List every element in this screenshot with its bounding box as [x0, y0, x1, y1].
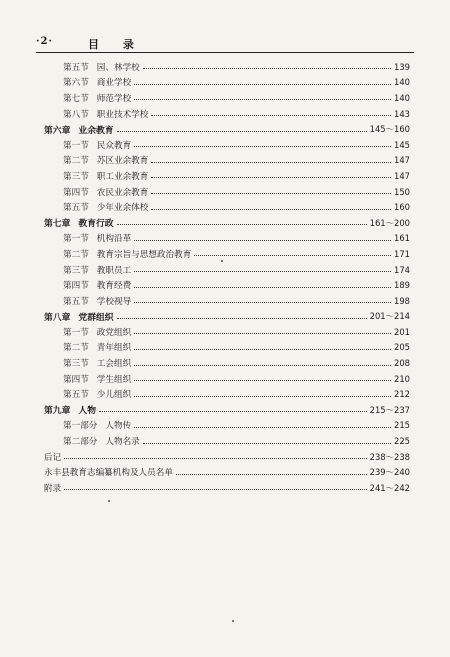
- toc-section-row: [44, 262, 410, 278]
- toc-entry-title: 青年组织: [96, 343, 132, 354]
- toc-entry-title: 商业学校: [96, 78, 132, 89]
- toc-entry-pages: 189: [394, 280, 410, 291]
- toc-appendix-row: [44, 449, 410, 465]
- toc-entry-pages: 225: [394, 436, 410, 447]
- dot-leader: [134, 271, 391, 272]
- dot-leader: [151, 115, 391, 116]
- toc-entry-pages: 198: [394, 295, 410, 306]
- toc-entry-number: 第二部分: [63, 437, 98, 448]
- toc-entry-number: 第六章: [44, 125, 71, 136]
- toc-chapter-row: [44, 121, 410, 137]
- toc-entry-number: 第五节: [63, 203, 89, 214]
- toc-section-row: [44, 246, 410, 262]
- toc-section-row: [44, 433, 410, 449]
- toc-section-row: [44, 386, 410, 402]
- toc-entry-number: 第八章: [44, 312, 71, 323]
- dot-leader: [194, 255, 391, 256]
- toc-entry-pages: 210: [394, 373, 410, 384]
- toc-entry-pages: 161～200: [369, 217, 410, 228]
- toc-section-row: [44, 231, 410, 247]
- toc-section-row: [44, 418, 410, 434]
- toc-entry-pages: 241～242: [369, 482, 410, 493]
- dot-leader: [134, 396, 391, 397]
- toc-entry-title: 教育宗旨与思想政治教育: [96, 249, 192, 260]
- toc-entry-title: 教育行政: [78, 219, 114, 230]
- toc-section-row: [44, 324, 410, 340]
- dot-leader: [151, 162, 391, 163]
- toc-entry-number: 第二节: [63, 343, 89, 354]
- dot-leader: [134, 146, 391, 147]
- dot-leader: [117, 224, 367, 225]
- toc-section-row: [44, 59, 410, 75]
- toc-section-row: [44, 355, 410, 371]
- toc-entry-pages: 215: [394, 420, 410, 431]
- toc-entry-pages: 145～160: [369, 124, 410, 135]
- toc-entry-title: 少年业余体校: [96, 203, 149, 214]
- toc-section-row: [44, 106, 410, 122]
- toc-entry-pages: 147: [394, 155, 410, 166]
- toc-entry-title: 教职员工: [96, 265, 132, 276]
- toc-entry-title: 苏区业余教育: [96, 156, 149, 167]
- toc-entry-pages: 201～214: [369, 311, 410, 322]
- toc-entry-title: 民众教育: [96, 140, 132, 151]
- dot-leader: [134, 302, 391, 303]
- toc-section-row: [44, 371, 410, 387]
- dot-leader: [64, 458, 366, 459]
- toc-entry-title: 人物: [78, 406, 97, 417]
- toc-section-row: [44, 153, 410, 169]
- toc-entry-pages: 212: [394, 389, 410, 400]
- toc-chapter-row: [44, 309, 410, 325]
- toc-entry-title: 教育经费: [96, 281, 132, 292]
- toc-entry-number: 第五节: [63, 390, 89, 401]
- toc-entry-number: 第一节: [63, 327, 89, 338]
- dot-leader: [134, 240, 391, 241]
- dot-leader: [134, 84, 391, 85]
- toc-entry-number: 第三节: [63, 359, 89, 370]
- toc-entry-pages: 215～237: [369, 404, 410, 415]
- toc-entry-pages: 145: [394, 139, 410, 150]
- toc-entry-pages: 139: [394, 61, 410, 72]
- toc-entry-pages: 140: [394, 92, 410, 103]
- toc-entry-number: 第七节: [63, 93, 89, 104]
- dot-leader: [151, 193, 391, 194]
- dot-leader: [134, 333, 391, 334]
- toc-entry-title: 机构沿革: [96, 234, 132, 245]
- dot-leader: [134, 380, 391, 381]
- toc-section-row: [44, 293, 410, 309]
- toc-appendix-row: [44, 464, 410, 480]
- toc-entry-number: 第四节: [63, 187, 89, 198]
- page-number: ·2·: [36, 36, 53, 47]
- toc-entry-pages: 238～238: [369, 451, 410, 462]
- toc-entry-pages: 140: [394, 77, 410, 88]
- toc-chapter-row: [44, 215, 410, 231]
- print-speck: [108, 500, 110, 502]
- toc-entry-title: 人物传: [105, 421, 132, 432]
- toc-section-row: [44, 90, 410, 106]
- toc-section-row: [44, 340, 410, 356]
- toc-chapter-row: [44, 402, 410, 418]
- dot-leader: [117, 318, 367, 319]
- toc-entry-pages: 143: [394, 108, 410, 119]
- dot-leader: [134, 99, 391, 100]
- print-speck: [232, 620, 234, 622]
- toc-entry-number: 第一节: [63, 140, 89, 151]
- dot-leader: [151, 209, 391, 210]
- toc-entry-number: 第五节: [63, 62, 89, 73]
- toc-entry-title: 学校视导: [96, 296, 132, 307]
- header-rule: [36, 52, 414, 53]
- toc-entry-title: 园、林学校: [96, 62, 140, 73]
- toc-section-row: [44, 277, 410, 293]
- toc-entry-number: 第二节: [63, 156, 89, 167]
- toc-entry-pages: 150: [394, 186, 410, 197]
- page-header: [36, 36, 406, 50]
- dot-leader: [134, 349, 391, 350]
- toc-entry-number: 第七章: [44, 219, 71, 230]
- toc-entry-title: 政党组织: [96, 327, 132, 338]
- toc-entry-number: 第四节: [63, 281, 89, 292]
- toc-entry-number: 第八节: [63, 109, 89, 120]
- dot-leader: [143, 68, 391, 69]
- toc-entry-title: 师范学校: [96, 93, 132, 104]
- dot-leader: [143, 443, 391, 444]
- header-title: 目 录: [88, 38, 144, 51]
- dot-leader: [134, 427, 391, 428]
- toc-section-row: [44, 168, 410, 184]
- toc-entry-pages: 171: [394, 248, 410, 259]
- toc-entry-number: 第六节: [63, 78, 89, 89]
- toc-entry-number: 第三节: [63, 265, 89, 276]
- toc-entry-pages: 161: [394, 233, 410, 244]
- toc-entry-title: 后记: [44, 452, 62, 463]
- toc-entry-pages: 205: [394, 342, 410, 353]
- toc-entry-pages: 147: [394, 170, 410, 181]
- toc-entry-title: 农民业余教育: [96, 187, 149, 198]
- toc-entry-number: 第五节: [63, 296, 89, 307]
- toc-entry-title: 职业技术学校: [96, 109, 149, 120]
- toc-section-row: [44, 75, 410, 91]
- toc-entry-number: 第二节: [63, 249, 89, 260]
- toc-entry-number: 第一节: [63, 234, 89, 245]
- toc-entry-pages: 160: [394, 202, 410, 213]
- toc-entry-title: 少儿组织: [96, 390, 132, 401]
- dot-leader: [117, 131, 367, 132]
- toc-entry-number: 第三节: [63, 171, 89, 182]
- dot-leader: [134, 287, 391, 288]
- toc-entry-number: 第九章: [44, 406, 71, 417]
- toc-entry-title: 永丰县教育志编纂机构及人员名单: [44, 468, 173, 479]
- toc-entry-pages: 239～240: [369, 467, 410, 478]
- toc-section-row: [44, 184, 410, 200]
- toc-entry-pages: 208: [394, 358, 410, 369]
- toc-entry-number: 第四节: [63, 374, 89, 385]
- dot-leader: [151, 177, 391, 178]
- toc-appendix-row: [44, 480, 410, 496]
- toc-entry-number: 第一部分: [63, 421, 98, 432]
- toc-section-row: [44, 199, 410, 215]
- toc-entry-title: 职工业余教育: [96, 171, 149, 182]
- toc-entry-pages: 174: [394, 264, 410, 275]
- dot-leader: [176, 474, 367, 475]
- toc-section-row: [44, 137, 410, 153]
- toc-entry-title: 学生组织: [96, 374, 132, 385]
- toc-entry-pages: 201: [394, 326, 410, 337]
- dot-leader: [134, 365, 391, 366]
- dot-leader: [99, 411, 367, 412]
- table-of-contents: [44, 59, 410, 496]
- toc-entry-title: 附录: [44, 483, 62, 494]
- toc-entry-title: 业余教育: [78, 125, 114, 136]
- dot-leader: [64, 489, 366, 490]
- toc-entry-title: 工会组织: [96, 359, 132, 370]
- toc-entry-title: 党群组织: [78, 312, 114, 323]
- print-speck: [221, 260, 223, 262]
- toc-entry-title: 人物名录: [105, 437, 140, 448]
